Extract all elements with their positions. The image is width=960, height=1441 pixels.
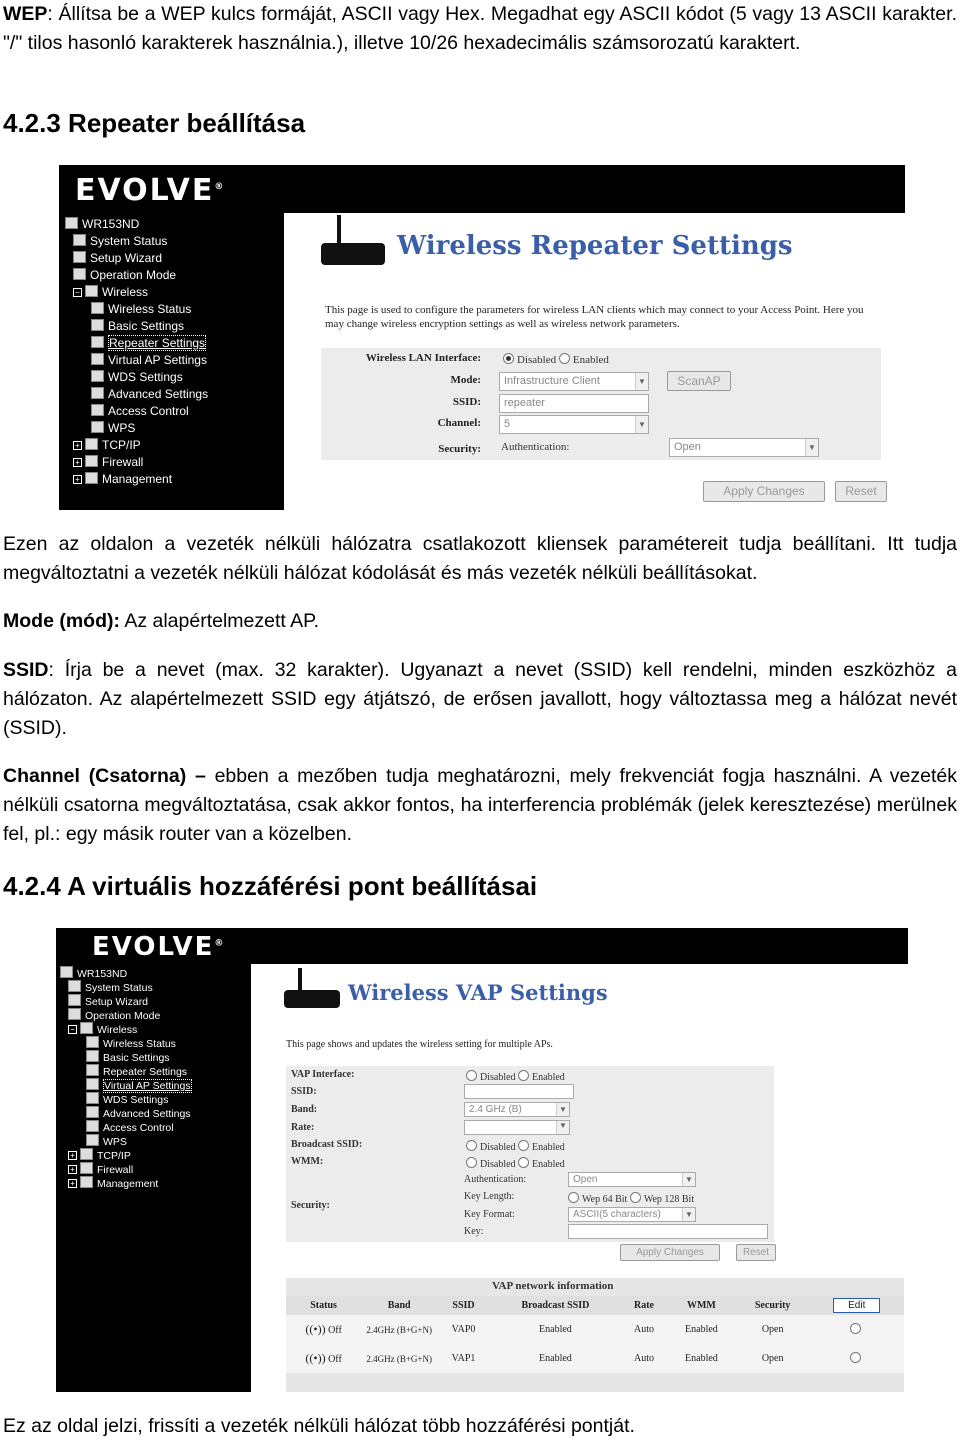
tree-item[interactable] [73, 234, 167, 248]
tree-item[interactable] [86, 1036, 176, 1050]
tree-item-label: Management [97, 1178, 159, 1190]
wep-term: WEP [3, 3, 48, 25]
ssid-label: SSID: [291, 1086, 317, 1097]
page-icon [86, 1092, 99, 1104]
tree-item[interactable] [86, 1078, 192, 1092]
ssid-cell: VAP0 [437, 1315, 490, 1344]
tree-item-label: Wireless [102, 285, 149, 299]
page-icon [91, 421, 104, 433]
page-icon [86, 1064, 99, 1076]
authentication-select[interactable]: Open ▼ [669, 438, 819, 457]
page-icon [91, 302, 104, 314]
select-cell [810, 1315, 905, 1344]
page-icon [73, 234, 86, 246]
security-label: Security: [291, 1200, 330, 1211]
tree-item[interactable] [73, 455, 143, 469]
wifi-signal-icon: ((•)) [305, 1322, 326, 1336]
wep128-radio[interactable] [630, 1192, 641, 1203]
apply-changes-button[interactable]: Apply Changes [620, 1244, 720, 1261]
folder-icon [80, 1162, 93, 1174]
authentication-label: Authentication: [464, 1174, 527, 1185]
tree-item[interactable] [73, 251, 162, 265]
tree-item-label: Wireless Status [108, 302, 192, 316]
page-icon [68, 980, 81, 992]
tree-item-label: Management [102, 472, 173, 486]
repeater-screenshot [59, 165, 905, 510]
chevron-down-icon: ▼ [635, 416, 648, 433]
vap-screenshot [56, 928, 908, 1392]
col-status: Status [286, 1296, 361, 1315]
interface-radios: Disabled Enabled [503, 353, 609, 366]
folder-icon [65, 217, 78, 229]
tree-item-label: Setup Wizard [85, 996, 149, 1008]
chevron-down-icon: ▼ [556, 1121, 569, 1134]
page-icon [91, 319, 104, 331]
vap-paragraph: Ez az oldal jelzi, frissíti a vezeték nélküli hálózat több hozzáférési pontját. [3, 1415, 635, 1437]
apply-changes-button[interactable]: Apply Changes [703, 481, 825, 502]
page-icon [91, 353, 104, 365]
channel-select[interactable]: 5 ▼ [499, 415, 649, 434]
folder-icon [80, 1022, 93, 1034]
tree-item-label: System Status [90, 234, 168, 248]
band-cell: 2.4GHz (B+G+N) [361, 1344, 437, 1373]
ssid-input[interactable] [464, 1084, 574, 1099]
key-input[interactable] [568, 1224, 768, 1239]
broadcast-label: Broadcast SSID: [291, 1139, 363, 1150]
broadcast-cell: Enabled [490, 1315, 621, 1344]
tree-item[interactable] [68, 1008, 160, 1022]
wmm-radios: Disabled Enabled [466, 1157, 565, 1170]
select-cell [810, 1344, 905, 1373]
folder-icon [80, 1176, 93, 1188]
tree-item-label: Access Control [103, 1122, 174, 1134]
folder-icon [80, 1148, 93, 1160]
channel-label: Channel: [437, 417, 481, 429]
tree-item [65, 217, 139, 231]
evolve-logo: EVOLVE® [92, 932, 226, 962]
collapse-icon[interactable]: − [73, 288, 82, 297]
wmm-cell: Enabled [667, 1344, 736, 1373]
key-length-label: Key Length: [464, 1191, 515, 1202]
page-title: Wireless VAP Settings [348, 980, 608, 1005]
tree-item[interactable] [73, 285, 148, 299]
nav-tree [59, 213, 284, 510]
tree-item[interactable] [73, 438, 141, 452]
tree-item [60, 966, 127, 980]
tree-item-label: System Status [85, 982, 153, 994]
tree-item[interactable] [68, 980, 153, 994]
row-select-radio[interactable] [850, 1352, 861, 1363]
disabled-radio[interactable] [466, 1157, 477, 1168]
repeater-intro-paragraph: Ezen az oldalon a vezeték nélküli hálózatra csatlakozott kliensek paramétereit tudja beállítani. Itt tudja megváltoztatni a vezeték nélküli hálózat kódolását és más vezeték nélküli beállításokat. [3, 533, 957, 584]
page-icon [73, 251, 86, 263]
col-band: Band [361, 1296, 437, 1315]
tree-item[interactable] [91, 387, 208, 401]
col-wmm: WMM [667, 1296, 736, 1315]
enabled-radio[interactable] [518, 1070, 529, 1081]
section-heading-repeater: 4.2.3 Repeater beállítása [3, 108, 306, 138]
enabled-radio[interactable] [518, 1140, 529, 1151]
vap-interface-radios: Disabled Enabled [466, 1070, 565, 1083]
screenshot-header [59, 165, 905, 213]
enabled-radio[interactable] [559, 353, 570, 364]
page-icon [91, 336, 104, 348]
tree-item[interactable] [86, 1092, 168, 1106]
expand-icon[interactable]: + [73, 458, 82, 467]
col-broadcast: Broadcast SSID [490, 1296, 621, 1315]
section-heading-vap: 4.2.4 A virtuális hozzáférési pont beállításai [3, 871, 538, 901]
tree-item[interactable] [68, 1148, 131, 1162]
tree-item[interactable] [91, 302, 191, 316]
wep64-radio[interactable] [568, 1192, 579, 1203]
col-ssid: SSID [437, 1296, 490, 1315]
chevron-down-icon: ▼ [556, 1103, 569, 1116]
tree-item-label: Wireless Status [103, 1038, 176, 1050]
page-icon [91, 404, 104, 416]
table-row [286, 1315, 904, 1344]
page-icon [86, 1134, 99, 1146]
tree-item-label: Setup Wizard [90, 251, 163, 265]
col-rate: Rate [621, 1296, 667, 1315]
security-label: Security: [438, 443, 481, 455]
authentication-select[interactable]: Open ▼ [568, 1172, 696, 1187]
table-row [286, 1344, 904, 1373]
tree-item-label: WR153ND [82, 217, 140, 231]
page-description: This page shows and updates the wireless setting for multiple APs. [286, 1039, 553, 1050]
tree-item-label: Basic Settings [103, 1052, 170, 1064]
page-icon [91, 387, 104, 399]
edit-button[interactable]: Edit [833, 1298, 880, 1313]
rate-cell: Auto [621, 1315, 667, 1344]
tree-item[interactable] [91, 353, 207, 367]
collapse-icon[interactable]: − [68, 1025, 77, 1034]
interface-label: Wireless LAN Interface: [365, 352, 481, 364]
reset-button[interactable]: Reset [835, 481, 887, 502]
status-cell: ((•)) Off [286, 1344, 361, 1373]
tree-item[interactable] [91, 421, 135, 435]
page-icon [86, 1036, 99, 1048]
band-select[interactable]: 2.4 GHz (B) ▼ [464, 1102, 570, 1117]
tree-item-label: TCP/IP [102, 438, 141, 452]
tree-item-label: TCP/IP [97, 1150, 131, 1162]
tree-item-label: Operation Mode [90, 268, 177, 282]
tree-item-label: Repeater Settings [109, 336, 206, 350]
page-icon [73, 268, 86, 280]
wmm-cell: Enabled [667, 1315, 736, 1344]
page-icon [86, 1106, 99, 1118]
key-format-select[interactable]: ASCII(5 characters) ▼ [568, 1207, 696, 1222]
status-cell: ((•)) Off [286, 1315, 361, 1344]
page-title: Wireless Repeater Settings [397, 231, 793, 261]
folder-icon [85, 455, 98, 467]
tree-item[interactable] [73, 472, 172, 486]
vap-interface-label: VAP Interface: [291, 1069, 355, 1080]
wep-text: : Állítsa be a WEP kulcs formáját, ASCII vagy Hex. Megadhat egy ASCII kódot (5 vagy 13 ASCII karakter. "/" tilos hasonló karakterek használnia.), illetve 10/26 hexadecimális számsorozatú karaktert. [3, 3, 957, 54]
chevron-down-icon: ▼ [805, 439, 818, 456]
wep-paragraph [3, 0, 957, 58]
evolve-logo: EVOLVE® [75, 173, 226, 208]
tree-item-label: Operation Mode [85, 1010, 161, 1022]
page-icon [86, 1050, 99, 1062]
mode-select[interactable]: Infrastructure Client ▼ [499, 372, 649, 391]
nav-tree [56, 964, 251, 1392]
router-image [321, 215, 391, 275]
key-length-radios: Wep 64 Bit Wep 128 Bit [568, 1192, 694, 1205]
tree-item-label: Advanced Settings [108, 387, 209, 401]
tree-item-label: Firewall [102, 455, 144, 469]
folder-icon [60, 966, 73, 978]
folder-icon [85, 472, 98, 484]
security-cell: Open [736, 1344, 810, 1373]
tree-item-label: Repeater Settings [103, 1066, 188, 1078]
page-icon [86, 1120, 99, 1132]
tree-item-label: Wireless [97, 1024, 138, 1036]
page-icon [91, 370, 104, 382]
band-label: Band: [291, 1104, 318, 1115]
col-edit [810, 1296, 905, 1315]
broadcast-radios: Disabled Enabled [466, 1140, 565, 1153]
tree-item-label: WDS Settings [108, 370, 183, 384]
channel-paragraph: Channel (Csatorna) – ebben a mezőben tudja meghatározni, mely frekvenciát fogja használni. A vezeték nélküli csatorna megváltoztatása, csak akkor fontos, ha interferencia problémák (jelek keresztezése) merülnek fel, pl.: egy másik router van a közelben. [3, 765, 957, 845]
reset-button[interactable]: Reset [736, 1244, 776, 1261]
vap-table-header [286, 1296, 904, 1315]
tree-item[interactable] [68, 1162, 133, 1176]
rate-select[interactable] [464, 1120, 570, 1135]
expand-icon[interactable]: + [68, 1165, 77, 1174]
key-format-label: Key Format: [464, 1209, 515, 1220]
ssid-label: SSID: [452, 396, 481, 408]
tree-item-label: WDS Settings [103, 1094, 169, 1106]
tree-item[interactable] [91, 370, 183, 384]
tree-item[interactable] [86, 1106, 191, 1120]
tree-item[interactable] [86, 1064, 187, 1078]
expand-icon[interactable]: + [68, 1151, 77, 1160]
page-description: This page is used to configure the parameters for wireless LAN clients which may connect to your Access Point. Here you may change wireless encryption settings as well as wireless network parameters. [325, 304, 864, 330]
row-select-radio[interactable] [850, 1323, 861, 1334]
page-icon [68, 994, 81, 1006]
tree-item[interactable] [86, 1050, 170, 1064]
chevron-down-icon: ▼ [682, 1208, 695, 1221]
authentication-label: Authentication: [501, 441, 570, 453]
folder-icon [85, 438, 98, 450]
rate-label: Rate: [291, 1122, 315, 1133]
disabled-radio[interactable] [503, 353, 514, 364]
rate-cell: Auto [621, 1344, 667, 1373]
enabled-radio[interactable] [518, 1157, 529, 1168]
wmm-label: WMM: [291, 1156, 324, 1167]
band-cell: 2.4GHz (B+G+N) [361, 1315, 437, 1344]
tree-item[interactable] [68, 994, 148, 1008]
chevron-down-icon: ▼ [682, 1173, 695, 1186]
key-label: Key: [464, 1226, 484, 1237]
tree-item[interactable] [86, 1134, 127, 1148]
tree-item[interactable] [91, 319, 184, 333]
tree-item[interactable] [68, 1022, 137, 1036]
tree-item-label: Firewall [97, 1164, 134, 1176]
router-image [284, 968, 344, 1018]
screenshot-header [56, 928, 908, 964]
page-icon [86, 1078, 99, 1090]
tree-item-label: Basic Settings [108, 319, 185, 333]
col-security: Security [736, 1296, 810, 1315]
tree-item-label: Advanced Settings [103, 1108, 191, 1120]
tree-item[interactable] [86, 1120, 174, 1134]
wifi-signal-icon: ((•)) [305, 1351, 326, 1365]
expand-icon[interactable]: + [68, 1179, 77, 1188]
ssid-cell: VAP1 [437, 1344, 490, 1373]
folder-icon [85, 285, 98, 297]
tree-item-label: Virtual AP Settings [108, 353, 207, 367]
tree-item-label: Virtual AP Settings [104, 1080, 191, 1092]
tree-item[interactable] [91, 404, 189, 418]
mode-paragraph: Mode (mód): Az alapértelmezett AP. [3, 610, 320, 632]
tree-item[interactable] [73, 268, 176, 282]
tree-item-label: Access Control [108, 404, 189, 418]
expand-icon[interactable]: + [73, 441, 82, 450]
tree-item[interactable] [91, 336, 206, 350]
page-icon [68, 1008, 81, 1020]
ssid-input[interactable]: repeater [499, 394, 649, 413]
disabled-radio[interactable] [466, 1140, 477, 1151]
disabled-radio[interactable] [466, 1070, 477, 1081]
scanap-button[interactable]: ScanAP [667, 371, 731, 391]
vap-table-title: VAP network information [492, 1280, 614, 1292]
security-cell: Open [736, 1315, 810, 1344]
broadcast-cell: Enabled [490, 1344, 621, 1373]
expand-icon[interactable]: + [73, 475, 82, 484]
chevron-down-icon: ▼ [635, 373, 648, 390]
ssid-paragraph: SSID: Írja be a nevet (max. 32 karakter). Ugyanazt a nevet (SSID) kell rendelni, minden eszközhöz a hálózaton. Az alapértelmezett SSID egy átjátszó, de erősen javallott, hogy változtassa meg a hálózat nevét (SSID). [3, 659, 957, 739]
tree-item[interactable] [68, 1176, 158, 1190]
tree-item-label: WPS [108, 421, 136, 435]
tree-item-label: WPS [103, 1136, 127, 1148]
vap-table [286, 1296, 904, 1373]
tree-item-label: WR153ND [77, 968, 128, 980]
mode-label: Mode: [450, 374, 481, 386]
